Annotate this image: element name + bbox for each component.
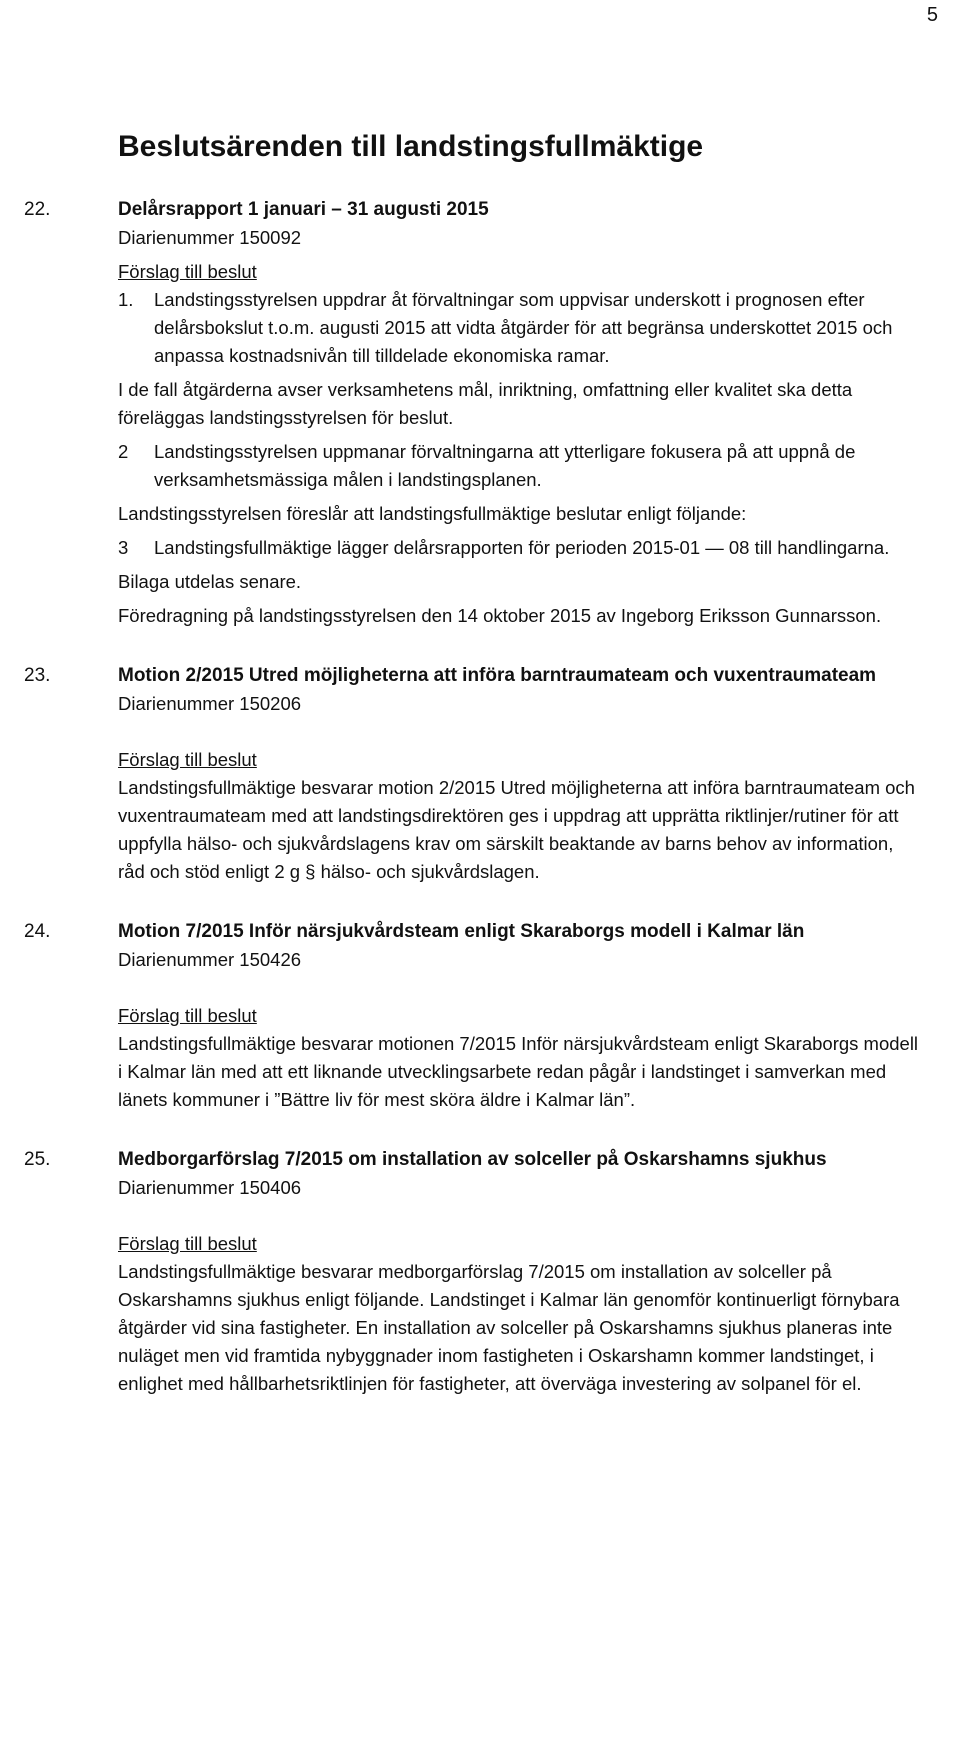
decision-point-2 — [118, 438, 920, 494]
point-text: Landstingsfullmäktige lägger delårsrapporten för perioden 2015-01 — 08 till handlingarna. — [154, 537, 890, 558]
decision-text: Landstingsfullmäktige besvarar medborgarförslag 7/2015 om installation av solceller på Oskarshamns sjukhus enligt följande. Landstinget i Kalmar län genomför kontinuerligt förnybara åtgärder vid sina fastigheter. En installation av solceller på Oskarshamns sjukhus planeras inte nuläget men vid framtida nybyggnader inom fastigheten i Oskarshamn kommer landstinget, i enlighet med hållbarhetsriktlinjen för fastigheter, att överväga investering av solpanel för el. — [118, 1261, 900, 1394]
point-number: 3 — [118, 537, 129, 558]
agenda-item-24 — [0, 918, 960, 1114]
agenda-item-25 — [0, 1146, 960, 1398]
item-number: 23. — [24, 665, 51, 686]
paragraph: Föredragning på landstingsstyrelsen den 14 oktober 2015 av Ingeborg Eriksson Gunnarsson. — [118, 605, 882, 626]
point-number: 1. — [118, 289, 134, 310]
paragraph: Landstingsstyrelsen föreslår att landstingsfullmäktige beslutar enligt följande: — [118, 503, 747, 524]
paragraph: Bilaga utdelas senare. — [118, 571, 302, 592]
decision-text: Landstingsfullmäktige besvarar motionen 7/2015 Inför närsjukvårdsteam enligt Skaraborgs modell i Kalmar län med att ett liknande utvecklingsarbete redan pågår i landstinget i samverkan med länets kommuner i ”Bättre liv för mest sköra äldre i Kalmar län”. — [118, 1033, 919, 1110]
forslag-label: Förslag till beslut — [118, 1005, 257, 1026]
forslag-label: Förslag till beslut — [118, 1233, 257, 1254]
item-number: 25. — [24, 1149, 51, 1170]
forslag-label: Förslag till beslut — [118, 261, 257, 282]
diarienummer: Diarienummer 150206 — [118, 693, 302, 714]
page-number: 5 — [926, 4, 938, 26]
item-title: Delårsrapport 1 januari – 31 augusti 2015 — [118, 199, 489, 220]
page-title: Beslutsärenden till landstingsfullmäktige — [118, 130, 704, 163]
item-title: Motion 2/2015 Utred möjligheterna att införa barntraumateam och vuxentraumateam — [118, 665, 877, 686]
item-number: 24. — [24, 921, 51, 942]
diarienummer: Diarienummer 150092 — [118, 227, 302, 248]
paragraph: I de fall åtgärderna avser verksamhetens mål, inriktning, omfattning eller kvalitet ska detta föreläggas landstingsstyrelsen för beslut. — [118, 379, 853, 428]
decision-text: Landstingsfullmäktige besvarar motion 2/2015 Utred möjligheterna att införa barntraumateam och vuxentraumateam med att landstingsdirektören ges i uppdrag att upprätta riktlinjer/rutiner för att uppfylla hälso- och sjukvårdslagens krav om särskilt beaktande av barns behov av information, råd och stöd enligt 2 g § hälso- och sjukvårdslagen. — [118, 777, 915, 882]
item-title: Medborgarförslag 7/2015 om installation av solceller på Oskarshamns sjukhus — [118, 1149, 827, 1170]
diarienummer: Diarienummer 150426 — [118, 949, 302, 970]
forslag-label: Förslag till beslut — [118, 749, 257, 770]
point-text: Landstingsstyrelsen uppmanar förvaltningarna att ytterligare fokusera på att uppnå de verksamhetsmässiga målen i landstingsplanen. — [154, 441, 856, 490]
item-title: Motion 7/2015 Inför närsjukvårdsteam enligt Skaraborgs modell i Kalmar län — [118, 921, 805, 942]
decision-point-3 — [118, 534, 920, 562]
point-number: 2 — [118, 441, 129, 462]
agenda-item-23 — [0, 662, 960, 886]
agenda-item-22 — [0, 196, 960, 630]
item-number: 22. — [24, 199, 51, 220]
decision-point-1 — [118, 286, 920, 370]
agenda-list — [0, 196, 960, 1398]
diarienummer: Diarienummer 150406 — [118, 1177, 302, 1198]
point-text: Landstingsstyrelsen uppdrar åt förvaltningar som uppvisar underskott i prognosen efter delårsbokslut t.o.m. augusti 2015 att vidta åtgärder för att begränsa underskottet 2015 och anpassa kostnadsnivån till tilldelade ekonomiska ramar. — [154, 289, 893, 366]
